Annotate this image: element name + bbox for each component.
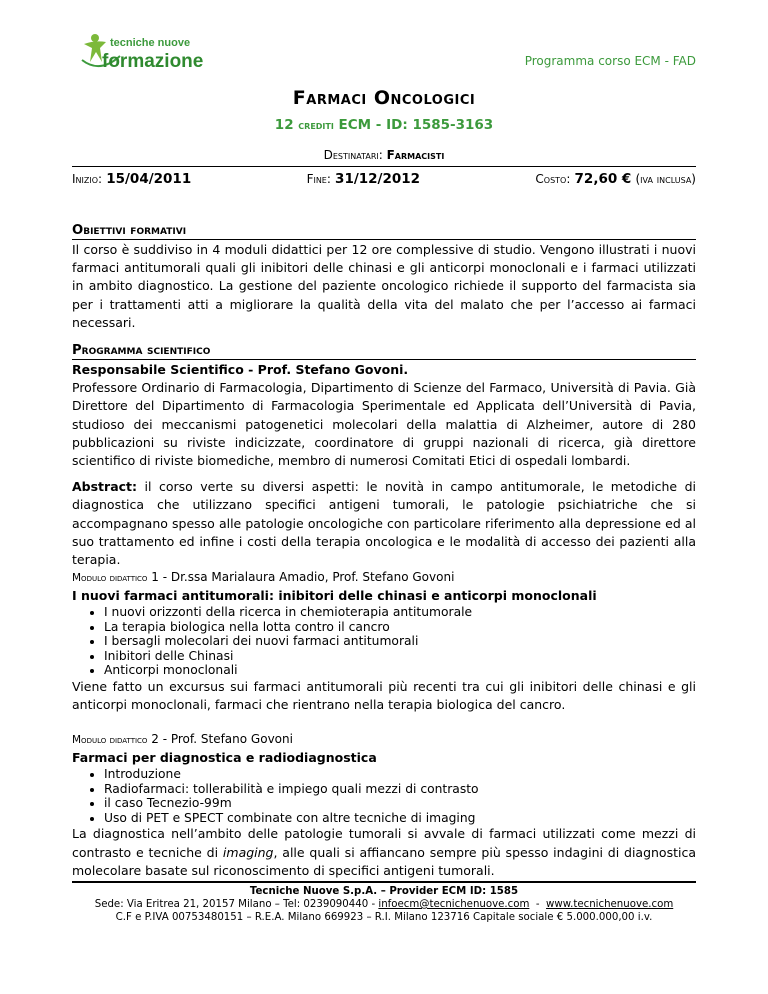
module-1-list [72, 605, 696, 678]
module-1: Modulo didattico 1 - Dr.ssa Marialaura Amadio, Prof. Stefano Govoni I nuovi farmaci antitumorali: inibitori delle chinasi e anticorpi monoclonali • I nuovi orizzonti della ricerca in chemioterapia antitumorale • La terapia biologica nella lotta contro il cancro • I bersagli molecolari dei nuovi farmaci antitumorali • Inibitori delle Chinasi • Anticorpi monoclonali Viene fatto un excursus sui farmaci antitumorali più recenti tra cui gli inibitori delle chinasi e gli anticorpi monoclonali, farmaci che rientrano nella terapia biologica del cancro. [72, 568, 696, 714]
program-label: Programma corso ECM - FAD [524, 54, 696, 68]
footer: Tecniche Nuove S.p.A. – Provider ECM ID: 1585 Sede: Via Eritrea 21, 20157 Milano – Tel: 0239090440 - infoecm@tecnichenuove.com - www.tecnichenuove.com C.F e P.IVA 00753480151 – R.E.A. Milano 669923 – R.I. Milano 123716 Capitale sociale € 5.000.000,00 i.v. [72, 881, 696, 924]
list-item: • Radiofarmaci: tollerabilità e impiego quali mezzi di contrasto [104, 782, 696, 797]
list-item: • La terapia biologica nella lotta contro il cancro [104, 620, 696, 635]
list-item: • Inibitori delle Chinasi [104, 649, 696, 664]
program-heading: Programma scientifico [72, 343, 696, 360]
course-info-row [72, 166, 696, 187]
module-2: Modulo didattico 2 - Prof. Stefano Govoni Farmaci per diagnostica e radiodiagnostica • Introduzione • Radiofarmaci: tollerabilità e impiego quali mezzi di contrasto • il caso Tecnezio-99m • Uso di PET e SPECT combinate con altre tecniche di imaging La diagnostica nell’ambito delle patologie tumorali si avvale di farmaci utilizzati come mezzi di contrasto e tecniche di imaging, alle quali si affiancano sempre più spesso indagini di diagnostica molecolare basate sul riconoscimento di specifici antigeni tumorali. [72, 730, 696, 880]
course-title: Farmaci Oncologici [292, 87, 476, 109]
cost: Costo: 72,60 € (iva inclusa) [535, 171, 696, 187]
svg-text:formazione: formazione [102, 51, 204, 72]
objectives-text: Il corso è suddiviso in 4 moduli didattici per 12 ore complessive di studio. Vengono illustrati i nuovi farmaci antitumorali quali gli inibitori delle chinasi e gli anticorpi monoclonali e i farmaci utilizzati in ambito diagnostico. La gestione del paziente oncologico richiede il supporto del farmacista sia per i trattamenti atti a migliorare la qualità della vita del malato che per l’accesso ai farmaci necessari. [72, 242, 696, 330]
abstract: Abstract: il corso verte su diversi aspetti: le novità in campo antitumorale, le metodiche di diagnostica che utilizzano specifici antigeni tumorali, le patologie psichiatriche che si accompagnano spesso alle patologie oncologiche con particolare riferimento alla depressione ed al suo trattamento ed infine i costi della terapia oncologica e le modalità di accesso dei pazienti alla terapia. [72, 479, 696, 568]
objectives-heading: Obiettivi formativi [72, 223, 696, 240]
list-item: • Anticorpi monoclonali [104, 663, 696, 678]
list-item: • I nuovi orizzonti della ricerca in chemioterapia antitumorale [104, 605, 696, 620]
bio: Professore Ordinario di Farmacologia, Dipartimento di Scienze del Farmaco, Università di Pavia. Già Direttore del Dipartimento di Farmacologia Sperimentale ed Applicata dell’Università di Pavia, studioso dei meccanismi patogenetici molecolari della malattia di Alzheimer, autore di 280 pubblicazioni su riviste indicizzate, coordinatore di gruppi nazionali di ricerca, già direttore scientifico di riviste biomediche, membro di numerosi Comitati Etici di ospedali lombardi. [72, 380, 696, 469]
end-date: Fine: 31/12/2012 [306, 171, 421, 187]
svg-text:tecniche nuove: tecniche nuove [110, 37, 191, 49]
list-item: • I bersagli molecolari dei nuovi farmaci antitumorali [104, 634, 696, 649]
program-text [72, 361, 696, 569]
website-link[interactable]: www.tecnichenuove.com [546, 899, 674, 910]
list-item: • Introduzione [104, 767, 696, 782]
responsible: Responsabile Scientifico - Prof. Stefano Govoni. [72, 362, 409, 377]
email-link[interactable]: infoecm@tecnichenuove.com [378, 899, 530, 910]
list-item: • il caso Tecnezio-99m [104, 796, 696, 811]
start-date: Inizio: 15/04/2011 [72, 171, 192, 187]
list-item: • Uso di PET e SPECT combinate con altre tecniche di imaging [104, 811, 696, 826]
formazione-logo-icon [80, 30, 220, 75]
recipients: Destinatari: Farmacisti [323, 148, 445, 162]
module-2-list [72, 767, 696, 825]
credits-line: 12 crediti ECM - ID: 1585-3163 [274, 117, 494, 133]
logo [80, 30, 220, 75]
